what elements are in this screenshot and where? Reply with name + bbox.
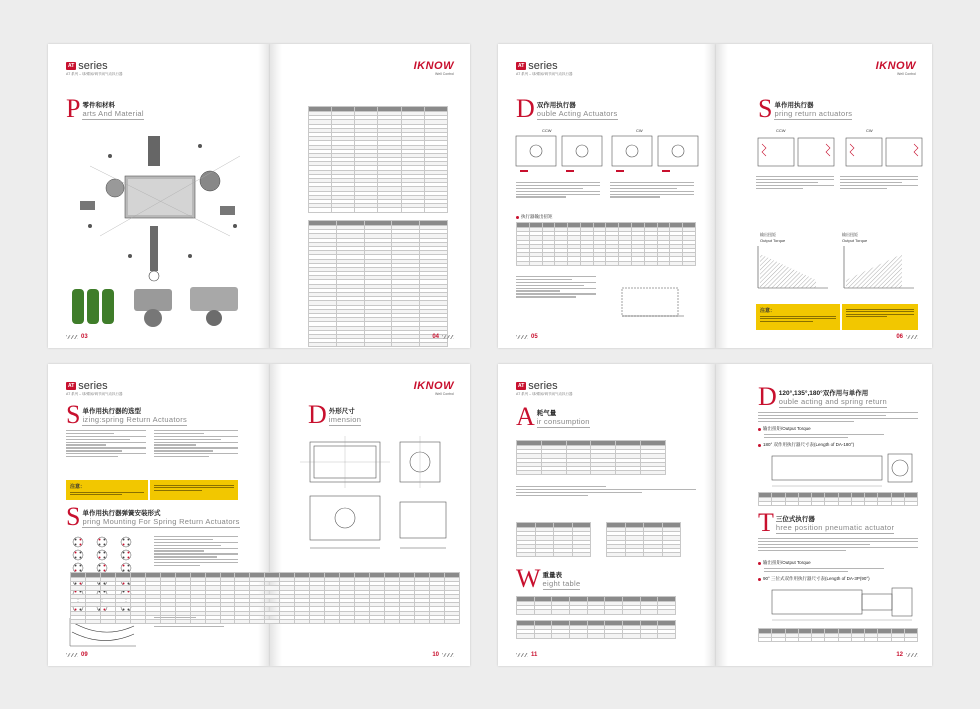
da3p-drawing	[766, 584, 916, 624]
series-subtitle: AT 系列 – 球/蝶阀/调节阀气动执行器	[66, 72, 123, 76]
table-row	[517, 261, 696, 265]
table-cell	[336, 343, 364, 347]
table-cell	[622, 634, 640, 638]
table-row	[309, 343, 448, 347]
table-cell	[798, 502, 811, 506]
table-cell	[605, 610, 623, 614]
series-header: AT series	[518, 380, 558, 392]
da180-heading: 180° 双作用执行器尺寸表(Length of DA-180°)	[758, 442, 854, 448]
table-cell	[566, 471, 591, 475]
table-cell	[619, 261, 632, 265]
table-cell	[798, 638, 811, 642]
table-cell	[632, 261, 645, 265]
series-header: AT series	[68, 380, 108, 392]
table-cell	[517, 634, 535, 638]
table-cell	[309, 343, 337, 347]
table-cell	[130, 619, 145, 623]
sizing-text-cn	[66, 430, 146, 457]
section-title: P 零件和材料 arts And Material	[66, 94, 144, 123]
table-cell	[838, 502, 851, 506]
spring-dot	[75, 565, 77, 567]
table-cell	[370, 619, 385, 623]
table-cell	[401, 208, 424, 212]
weight-table-1	[516, 596, 676, 615]
description-right	[610, 182, 694, 198]
table-cell	[175, 619, 190, 623]
spring-dot	[103, 552, 105, 554]
spring-text	[154, 536, 238, 566]
spring-dot	[79, 556, 81, 558]
table-cell	[657, 261, 670, 265]
diagram-label-ccw: CCW	[776, 128, 786, 133]
table-cell	[145, 619, 160, 623]
section-title: S 单作用执行器 pring return actuators	[758, 94, 853, 123]
spring-position-icon	[73, 550, 83, 560]
spring-dot	[79, 543, 81, 545]
table-cell	[235, 619, 250, 623]
da-description	[758, 412, 918, 422]
table-cell	[355, 619, 370, 623]
torque-table-heading: 执行器输出扭矩	[516, 214, 553, 220]
table-cell	[812, 638, 825, 642]
series-header: AT series	[68, 60, 108, 72]
spring-torque-charts	[756, 244, 926, 294]
table-cell	[85, 619, 100, 623]
spine-shadow	[270, 44, 282, 348]
materials-table	[308, 220, 448, 347]
table-cell	[205, 619, 220, 623]
torque-label-left-cn: 输出扭矩	[760, 232, 776, 237]
page-number: 05	[516, 334, 538, 340]
torque-table	[516, 222, 696, 266]
spring-dot	[127, 539, 129, 541]
table-cell	[534, 610, 552, 614]
table-cell	[429, 619, 444, 623]
table-cell	[759, 638, 772, 642]
table-row	[759, 502, 918, 506]
da180-table	[758, 492, 918, 506]
spring-dot	[123, 556, 125, 558]
diagram-label-cw: CW	[866, 128, 873, 133]
table-cell	[616, 471, 641, 475]
table-cell	[325, 619, 340, 623]
table-cell	[517, 610, 535, 614]
table-cell	[280, 619, 295, 623]
page-number: 12	[896, 652, 918, 658]
spring-dot	[103, 556, 105, 558]
air-consumption-table	[516, 440, 666, 475]
spring-dot	[127, 556, 129, 558]
table-cell	[825, 638, 838, 642]
3p-description	[758, 538, 918, 551]
table-cell	[904, 502, 917, 506]
table-cell	[568, 261, 581, 265]
page-number: 06	[896, 334, 918, 340]
torque-label-left-en: Output Torque	[760, 238, 786, 243]
spring-position-icon	[97, 537, 107, 547]
table-cell	[683, 261, 696, 265]
table-cell	[606, 261, 619, 265]
table-cell	[580, 261, 593, 265]
warning-box-en	[150, 480, 238, 500]
series-subtitle: AT 系列 – 球/蝶阀/调节阀气动执行器	[516, 392, 573, 396]
table-cell	[891, 502, 904, 506]
spring-dot	[123, 565, 125, 567]
table-cell	[670, 261, 683, 265]
table-row	[71, 619, 460, 623]
table-cell	[517, 553, 536, 557]
table-cell	[190, 619, 205, 623]
air-consumption-table-3	[606, 522, 681, 557]
table-cell	[904, 638, 917, 642]
spring-dot	[103, 543, 105, 545]
torque-label-right-en: Output Torque	[842, 238, 868, 243]
section-title: D 双作用执行器 ouble Acting Actuators	[516, 94, 618, 123]
notes	[516, 276, 596, 298]
table-cell	[340, 619, 355, 623]
diagram-label-ccw: CCW	[542, 128, 552, 133]
dimension-table	[70, 572, 460, 624]
section-title-spring-mounting: S 单作用执行器弹簧安装形式 pring Mounting For Spring Return Actuators	[66, 502, 240, 531]
table-cell	[838, 638, 851, 642]
actuator-section-diagrams	[514, 134, 704, 179]
table-cell	[640, 610, 658, 614]
section-title-air: A 耗气量 ir consumption	[516, 402, 590, 431]
table-row	[517, 471, 666, 475]
table-cell	[444, 619, 459, 623]
spring-dot	[99, 556, 101, 558]
table-cell	[587, 610, 605, 614]
spine-shadow	[716, 364, 728, 666]
section-title: D 外形尺寸 imension	[308, 400, 362, 429]
table-row	[607, 553, 681, 557]
spring-position-icon	[121, 550, 131, 560]
output-torque-heading-2: 输出扭矩/Output Torque	[758, 560, 811, 566]
table-cell	[364, 343, 392, 347]
table-cell	[100, 619, 115, 623]
spring-dot	[123, 552, 125, 554]
series-subtitle: AT 系列 – 球/蝶阀/调节阀气动执行器	[516, 72, 573, 76]
torque-curve-chart	[618, 284, 688, 324]
table-cell	[160, 619, 175, 623]
section-title-weight: W 重量表 eight table	[516, 564, 581, 593]
table-cell	[420, 343, 448, 347]
spring-dot	[75, 543, 77, 545]
table-cell	[572, 553, 591, 557]
spring-dot	[99, 539, 101, 541]
table-cell	[658, 634, 676, 638]
torque-text-2	[764, 568, 884, 572]
sizing-text-en	[154, 430, 238, 457]
spring-dot	[103, 539, 105, 541]
spring-dot	[75, 552, 77, 554]
table-cell	[772, 502, 785, 506]
table-cell	[517, 471, 542, 475]
table-cell	[605, 634, 623, 638]
warning-box-cn: 注意：	[756, 304, 840, 330]
table-cell	[622, 610, 640, 614]
section-title-da: D 120°,135°,180°双作用与单作用 ouble acting and spring return	[758, 382, 888, 411]
table-cell	[332, 208, 355, 212]
spring-dot	[123, 543, 125, 545]
spring-position-icon	[73, 537, 83, 547]
spring-dot	[127, 552, 129, 554]
page-11	[498, 364, 716, 666]
da180-drawing	[766, 450, 916, 488]
series-header: AT series	[518, 60, 558, 72]
dimension-drawings	[300, 436, 460, 576]
spring-dot	[99, 543, 101, 545]
table-cell	[115, 619, 130, 623]
spring-dot	[79, 539, 81, 541]
table-cell	[250, 619, 265, 623]
description-right	[840, 176, 918, 189]
table-cell	[295, 619, 310, 623]
spring-dot	[103, 565, 105, 567]
table-cell	[535, 553, 554, 557]
table-cell	[529, 261, 542, 265]
table-cell	[785, 638, 798, 642]
torque-label-right-cn: 输出扭矩	[842, 232, 858, 237]
table-cell	[587, 634, 605, 638]
table-cell	[759, 502, 772, 506]
spring-dot	[127, 565, 129, 567]
table-cell	[865, 638, 878, 642]
spring-position-icon	[121, 537, 131, 547]
table-cell	[658, 610, 676, 614]
table-row	[759, 638, 918, 642]
warning-box-en	[842, 304, 918, 330]
table-cell	[542, 261, 555, 265]
page-number: 04	[432, 334, 454, 340]
table-cell	[265, 619, 280, 623]
table-cell	[424, 208, 447, 212]
da3p-table	[758, 628, 918, 642]
diagram-label-cw: CW	[636, 128, 643, 133]
table-cell	[662, 553, 681, 557]
table-cell	[569, 634, 587, 638]
table-cell	[593, 261, 606, 265]
table-cell	[541, 471, 566, 475]
page-number: 11	[516, 652, 537, 658]
table-row	[309, 208, 448, 212]
page-05	[498, 44, 716, 348]
table-cell	[591, 471, 616, 475]
table-cell	[625, 553, 644, 557]
table-cell	[812, 502, 825, 506]
table-cell	[878, 502, 891, 506]
warning-box-cn: 注意：	[66, 480, 148, 500]
section-title-3p: T 三位式执行器 hree position pneumatic actuator	[758, 508, 895, 537]
brand-logo: IKNOW Well Control	[413, 60, 454, 76]
table-cell	[309, 208, 332, 212]
table-cell	[378, 208, 401, 212]
table-cell	[310, 619, 325, 623]
table-cell	[534, 634, 552, 638]
table-cell	[851, 502, 864, 506]
spine-shadow	[704, 364, 716, 666]
exploded-parts-diagram	[70, 126, 250, 286]
spring-position-icon	[97, 550, 107, 560]
table-cell	[552, 634, 570, 638]
spine-shadow	[704, 44, 716, 348]
da3p-heading: 90° 三位式双作用执行器尺寸表(Length of DA-3P(90°)	[758, 576, 870, 582]
table-cell	[220, 619, 235, 623]
weight-table-2	[516, 620, 676, 639]
page-12	[716, 364, 932, 666]
page-number: 10	[432, 652, 454, 658]
table-cell	[355, 208, 378, 212]
table-cell	[851, 638, 864, 642]
table-cell	[552, 610, 570, 614]
table-cell	[71, 619, 86, 623]
page-number: 09	[66, 652, 88, 658]
product-photos	[72, 284, 252, 329]
table-cell	[555, 261, 568, 265]
torque-text	[764, 434, 884, 438]
table-cell	[772, 638, 785, 642]
page-03	[48, 44, 270, 348]
description-left	[756, 176, 834, 189]
table-cell	[392, 343, 420, 347]
table-cell	[385, 619, 400, 623]
spring-dot	[75, 556, 77, 558]
brand-logo: IKNOW Well Control	[875, 60, 916, 76]
output-torque-heading: 输出扭矩/Output Torque	[758, 426, 811, 432]
spring-dot	[79, 552, 81, 554]
series-subtitle: AT 系列 – 球/蝶阀/调节阀气动执行器	[66, 392, 123, 396]
table-row	[517, 610, 676, 614]
table-cell	[569, 610, 587, 614]
spring-dot	[99, 552, 101, 554]
table-cell	[517, 261, 530, 265]
table-cell	[641, 471, 666, 475]
table-cell	[414, 619, 429, 623]
table-row	[517, 634, 676, 638]
spring-dot	[123, 539, 125, 541]
spring-section-diagrams	[756, 136, 926, 176]
table-cell	[399, 619, 414, 623]
table-cell	[554, 553, 573, 557]
table-cell	[644, 261, 657, 265]
section-title-sizing: S 单作用执行器的选型 izing:spring Return Actuators	[66, 400, 188, 429]
spring-dot	[127, 543, 129, 545]
spine-shadow	[716, 44, 728, 348]
table-cell	[865, 502, 878, 506]
formula-text	[516, 486, 696, 496]
table-cell	[878, 638, 891, 642]
description-left	[516, 182, 600, 198]
table-cell	[640, 634, 658, 638]
table-cell	[644, 553, 663, 557]
brand-logo: IKNOW Well Control	[413, 380, 454, 396]
page-06	[716, 44, 932, 348]
air-consumption-table-2	[516, 522, 591, 557]
spring-dot	[99, 565, 101, 567]
table-cell	[607, 553, 626, 557]
spine-shadow	[258, 44, 270, 348]
spring-dot	[79, 565, 81, 567]
table-cell	[891, 638, 904, 642]
page-04	[270, 44, 470, 348]
parts-list-table	[308, 106, 448, 213]
page-number: 03	[66, 334, 88, 340]
table-cell	[785, 502, 798, 506]
table-cell	[825, 502, 838, 506]
table-row	[517, 553, 591, 557]
spring-dot	[75, 539, 77, 541]
